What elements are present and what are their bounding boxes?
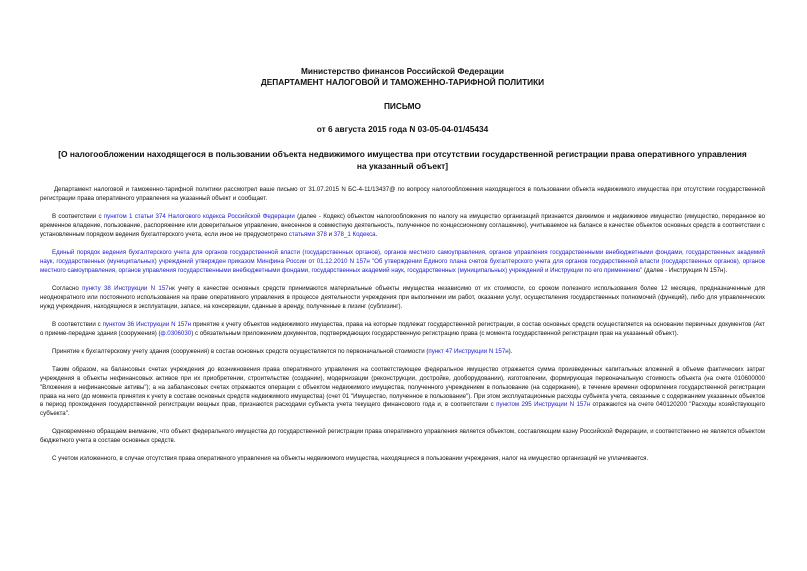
paragraph-text: С учетом изложенного, в случае отсутствия права оперативного управления на объекты недвижимого имущества, находящиеся в пользовании учреждения, налог на имущество организаций не уплачивается. xyxy=(52,455,649,463)
document-link[interactable]: пункт 47 Инструкции N 157н xyxy=(428,347,509,355)
paragraph xyxy=(40,348,765,357)
paragraph xyxy=(40,186,765,204)
paragraph-text: к учету в качестве основных средств принимаются материальные объекты имущества независимо от их стоимости, со сроком полезного использования более 12 месяцев, предназначенные для неоднократного или постоянного использования на праве оперативного управления в процессе деятельности учреждения при выполнении им работ, оказании услуг, осуществления государственных полномочий (функций), либо для управленческих нужд учреждения, находящиеся в эксплуатации, запасе, на консервации, сданные в аренду, полученные в лизинг (сублизинг). xyxy=(40,284,765,310)
ministry-name: Министерство финансов Российской Федерации xyxy=(300,66,505,76)
paragraph xyxy=(40,213,765,240)
document-link[interactable]: пунктом 1 статьи 374 Налогового кодекса Российской Федерации xyxy=(103,213,295,220)
paragraph-text: отражаются на счете 040120200 "Расходы хозяйствующего субъекта". xyxy=(40,401,766,418)
document-link[interactable]: пункту 38 Инструкции N 157н xyxy=(82,284,173,292)
paragraph-text: и xyxy=(326,230,334,238)
document-link[interactable]: 378_1 Кодекса xyxy=(333,230,376,238)
document-link[interactable]: пунктом 36 Инструкции N 157н xyxy=(102,320,192,328)
paragraph-text: (далее - Кодекс) объектом налогообложения по налогу на имущество организаций признается движимое и недвижимое имущество (имущество, переданное во временное владение, пользование, распоряжение или доверительное управление, внесенное в совместную деятельность, полученное по концессионному соглашению), учитываемое на балансе в качестве объектов основных средств в соответствии с установленным порядком ведения бухгалтерского учета, если иное не предусмотрено xyxy=(40,213,765,238)
paragraph xyxy=(40,455,765,464)
paragraph-text: Департамент налоговой и таможенно-тарифной политики рассмотрел ваше письмо от 31.07.2015 N БС-4-11/13437@ по вопросу налогообложения находящегося в пользовании объекта недвижимого имущества при отсутствии государственной регистрации права оперативного управления на указанный объект и сообщает. xyxy=(40,186,765,202)
paragraph xyxy=(40,321,765,339)
document-link[interactable]: ф.0306030 xyxy=(160,329,192,337)
paragraph-text: В соответствии с xyxy=(52,213,104,220)
paragraph-text: Таким образом, на балансовых счетах учреждения до возникновения права оперативного управления на соответствующее федеральное имущество отражается сумма произведенных капитальных вложений в объеме фактических затрат учреждения в объекты нефинансовых активов при их приобретении, строительстве (создании), модернизации (реконструкции, достройке, дооборудовании), изготовлении, формирующая первоначальную стоимость объекта (на счете 010600000 "Вложения в нефинансовые активы"); а на забалансовых счетах отражаются операции с объектом недвижимого имущества, полученного учреждением в пользование (на содержание), в течение времени оформления государственной регистрации права на него (до момента принятия к учету в составе основных средств недвижимого имущества) (счет 01 "Имущество, полученное в пользование"). При этом эксплуатационные расходы субъекта учета, связанные с содержанием указанных объектов в период прохождения государственной регистрации вещных прав, признаются расходами субъекта учета текущего финансового года и, в соответствии с xyxy=(40,365,765,409)
document-link[interactable]: Единый порядок ведения бухгалтерского учета для органов государственной власти (государственных органов), органов местного самоуправления, органов управления государственными внебюджетными фондами, государственных академий наук, государственных (муниципальных) учреждений утвержден приказом Минфина России от 01.12.2010 N 157н "Об утверждении Единого плана счетов бухгалтерского учета для органов государственной власти (государственных органов), органов местного самоуправления, органов управления государственными внебюджетными фондами, государственных академий наук, государственных (муниципальных) учреждений и Инструкции по его применению" xyxy=(40,248,765,274)
paragraph-text: Принятие к бухгалтерскому учету здания (сооружения) в состав основных средств осуществляется по первоначальной стоимости ( xyxy=(52,347,429,355)
paragraph-text: Согласно xyxy=(52,284,83,292)
document-header xyxy=(40,66,765,135)
document-body xyxy=(40,186,765,464)
document-link[interactable]: статьями 378 xyxy=(288,230,327,238)
paragraph-text: ). xyxy=(508,347,513,355)
paragraph-text: В соответствии с xyxy=(52,320,103,328)
paragraph xyxy=(40,249,765,276)
document-type: ПИСЬМО xyxy=(383,101,422,111)
paragraph-text: Одновременно обращаем внимание, что объект федерального имущества до государственной регистрации права оперативного управления является объектом, составляющим казну Российской Федерации, и соответственно не является объектом бюджетного учета в составе основных средств. xyxy=(40,428,765,445)
paragraph-text: . xyxy=(375,230,378,238)
document-link[interactable]: пунктом 295 Инструкции N 157н xyxy=(496,401,591,409)
paragraph xyxy=(40,366,765,419)
paragraph-text: ) с обязательным приложением документов, подтверждающих государственную регистрацию права (с момента государственной регистрации прав на указанный объект). xyxy=(191,329,679,337)
paragraph-text: (далее - Инструкция N 157н). xyxy=(642,266,728,274)
document-title: [О налогообложении находящегося в пользовании объекта недвижимого имущества при отсутствии государственной регистрации права оперативного управления на указанный объект] xyxy=(58,149,747,171)
department-name: ДЕПАРТАМЕНТ НАЛОГОВОЙ И ТАМОЖЕННО-ТАРИФНОЙ ПОЛИТИКИ xyxy=(260,77,545,87)
document-date: от 6 августа 2015 года N 03-05-04-01/45434 xyxy=(316,124,489,134)
paragraph xyxy=(40,428,765,446)
paragraph-text: принятие к учету объектов недвижимого имущества, права на которые подлежат государственной регистрации, в состав основных средств осуществляется на основании первичных документов (Акт о приеме-передаче здания (сооружения) ( xyxy=(40,320,765,337)
paragraph xyxy=(40,285,765,312)
